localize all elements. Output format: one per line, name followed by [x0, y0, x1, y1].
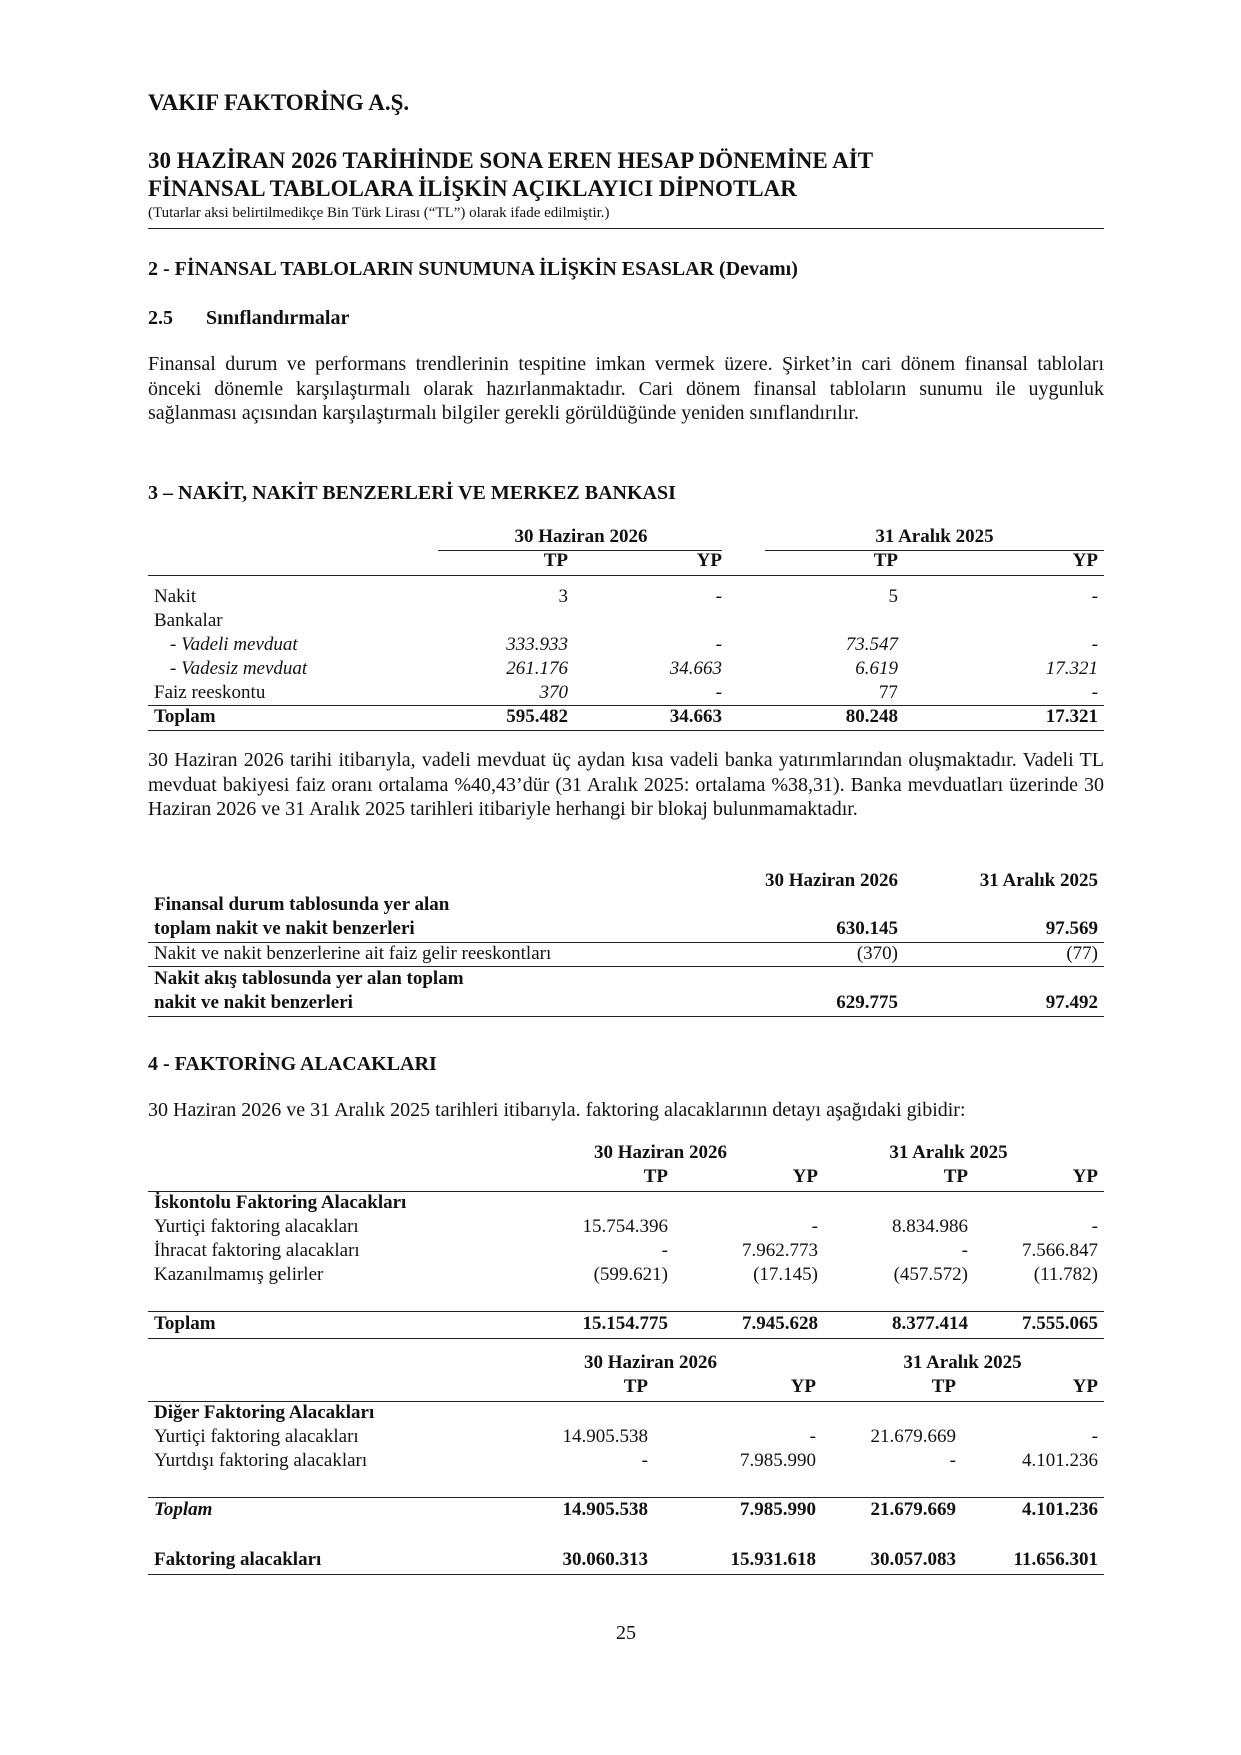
period2-header: 31 Aralık 2025: [875, 526, 994, 547]
period1-header: 30 Haziran 2026: [584, 1352, 717, 1373]
table-row: [148, 586, 1104, 610]
total-rule-top: [148, 1497, 1104, 1498]
cell-value: -: [809, 1426, 816, 1447]
row-rule: [148, 966, 1104, 967]
section3-paragraph: 30 Haziran 2026 tarihi itibarıyla, vadeli mevduat üç aydan kısa vadeli banka yatırımlarından oluşmaktadır. Vadeli TL mevduat bakiyesi faiz oranı ortalama %40,43’dür (31 Aralık 2025: ortalama %38,31). Banka mevduatları üzerinde 30 Haziran 2026 ve 31 Aralık 2025 tarihleri itibariyle herhangi bir blokaj bulunmamaktadır.: [148, 749, 1104, 820]
cell-value: 4.101.236: [1022, 1450, 1098, 1471]
cell-value: 8.834.986: [892, 1216, 968, 1237]
table-row: [148, 682, 1104, 706]
header-divider: [148, 228, 1104, 229]
row-label: Nakit: [154, 586, 197, 607]
cell-value: -: [961, 1240, 968, 1261]
cell-value: 34.663: [669, 658, 722, 679]
cell-value: 7.985.990: [740, 1499, 816, 1520]
row-label: Toplam: [154, 706, 216, 727]
col-tp-2: TP: [943, 1166, 968, 1187]
col-yp-2: YP: [1072, 550, 1098, 571]
total-row: [148, 1313, 1104, 1337]
cell-value: 8.377.414: [892, 1313, 968, 1334]
cell-value: 80.248: [845, 706, 898, 727]
cell-value: 77: [879, 682, 898, 703]
cell-value: -: [1091, 634, 1098, 655]
col-yp-1: YP: [790, 1376, 816, 1397]
cell-value: -: [1091, 1216, 1098, 1237]
cell-value: -: [661, 1240, 668, 1261]
cell-value: 370: [539, 682, 568, 703]
total-rule-bottom: [148, 730, 1104, 731]
row-label: Bankalar: [154, 610, 223, 631]
grand-total-row: [148, 1549, 1104, 1573]
period2-header: 31 Aralık 2025: [889, 1142, 1008, 1163]
row-label: Faiz reeskontu: [154, 682, 266, 703]
row-label: Kazanılmamış gelirler: [154, 1264, 324, 1285]
group-label: İskontolu Faktoring Alacakları: [154, 1192, 407, 1213]
section3-heading: 3 – NAKİT, NAKİT BENZERLERİ VE MERKEZ BANKASI: [148, 482, 676, 504]
row-label: Finansal durum tablosunda yer alan: [154, 894, 450, 915]
table-row: [148, 610, 1104, 634]
cell-value: -: [715, 634, 722, 655]
cell-value: 21.679.669: [870, 1426, 956, 1447]
row-label: toplam nakit ve nakit benzerleri: [154, 918, 415, 939]
cell-value: 333.933: [506, 634, 568, 655]
row-label: İhracat faktoring alacakları: [154, 1240, 360, 1261]
col-yp-2: YP: [1072, 1166, 1098, 1187]
col-tp-2: TP: [873, 550, 898, 571]
table-row: [148, 658, 1104, 682]
cell-value: 4.101.236: [1022, 1499, 1098, 1520]
cell-value: -: [1091, 586, 1098, 607]
cell-value: -: [949, 1450, 956, 1471]
period1-header: 30 Haziran 2026: [765, 870, 898, 891]
row-label: Toplam: [154, 1313, 216, 1334]
cell-value: 97.569: [1045, 918, 1098, 939]
total-row: [148, 706, 1104, 730]
col-tp-1: TP: [643, 1166, 668, 1187]
cell-value: 7.985.990: [740, 1450, 816, 1471]
section2-paragraph: Finansal durum ve performans trendlerinin tespitine imkan vermek üzere. Şirket’in cari dönem finansal tabloları önceki dönemle karşılaştırmalı olarak hazırlanmaktadır. Cari dönem finansal tabloların sunumu ile uygunluk sağlanması açısından karşılaştırmalı bilgiler gerekli görüldüğünde yeniden sınıflandırılır.: [148, 353, 1104, 424]
row-label: Toplam: [154, 1499, 213, 1520]
cell-value: -: [715, 586, 722, 607]
col-tp-1: TP: [623, 1376, 648, 1397]
col-tp-2: TP: [931, 1376, 956, 1397]
cell-value: 6.619: [855, 658, 898, 679]
table-row: [148, 634, 1104, 658]
total-rule-top: [148, 1311, 1104, 1312]
report-subtitle: (Tutarlar aksi belirtilmedikçe Bin Türk Lirası (“TL”) olarak ifade edilmiştir.): [148, 205, 610, 221]
company-name: VAKIF FAKTORİNG A.Ş.: [148, 90, 410, 115]
page-number: 25: [616, 1622, 636, 1644]
section4-intro: 30 Haziran 2026 ve 31 Aralık 2025 tarihleri itibarıyla. faktoring alacaklarının detayı aşağıdaki gibidir:: [148, 1099, 966, 1121]
cell-value: -: [1091, 682, 1098, 703]
cell-value: 5: [888, 586, 898, 607]
period1-header: 30 Haziran 2026: [594, 1142, 727, 1163]
section4-heading: 4 - FAKTORİNG ALACAKLARI: [148, 1053, 437, 1075]
cell-value: 7.555.065: [1022, 1313, 1098, 1334]
row-label: - Vadeli mevduat: [170, 634, 298, 655]
cell-value: 7.945.628: [742, 1313, 818, 1334]
row-label: Yurtdışı faktoring alacakları: [154, 1450, 368, 1471]
cell-value: 7.566.847: [1022, 1240, 1098, 1261]
cell-value: -: [811, 1216, 818, 1237]
cell-value: 630.145: [836, 918, 898, 939]
section2-heading: 2 - FİNANSAL TABLOLARIN SUNUMUNA İLİŞKİN ESASLAR (Devamı): [148, 258, 798, 280]
cell-value: 3: [558, 586, 568, 607]
col-yp-2: YP: [1072, 1376, 1098, 1397]
row-label: Nakit akış tablosunda yer alan toplam: [154, 968, 464, 989]
col-tp-1: TP: [543, 550, 568, 571]
cell-value: 73.547: [845, 634, 898, 655]
report-title-line1: 30 HAZİRAN 2026 TARİHİNDE SONA EREN HESAP DÖNEMİNE AİT: [148, 148, 874, 173]
cell-value: 21.679.669: [870, 1499, 956, 1520]
table-row: [148, 1264, 1104, 1288]
total-rule-bottom: [148, 1338, 1104, 1339]
cell-value: 30.057.083: [870, 1549, 956, 1570]
row-label: - Vadesiz mevduat: [170, 658, 308, 679]
row-rule: [148, 1016, 1104, 1017]
cell-value: 15.931.618: [730, 1549, 816, 1570]
period2-header: 31 Aralık 2025: [979, 870, 1098, 891]
cell-value: (77): [1066, 943, 1098, 964]
table-row: [148, 1450, 1104, 1474]
cell-value: -: [1091, 1426, 1098, 1447]
cell-value: 15.154.775: [582, 1313, 668, 1334]
cell-value: 15.754.396: [582, 1216, 668, 1237]
cell-value: (17.145): [753, 1264, 818, 1285]
row-label: nakit ve nakit benzerleri: [154, 992, 353, 1013]
group-label: Diğer Faktoring Alacakları: [154, 1402, 375, 1423]
cell-value: 97.492: [1045, 992, 1098, 1013]
cell-value: 7.962.773: [742, 1240, 818, 1261]
cell-value: 595.482: [506, 706, 568, 727]
table-row: [148, 1216, 1104, 1240]
cell-value: 14.905.538: [562, 1426, 648, 1447]
table-row: [148, 1240, 1104, 1264]
cell-value: -: [715, 682, 722, 703]
table-row: [148, 1426, 1104, 1450]
row-label: Nakit ve nakit benzerlerine ait faiz gelir reeskontları: [154, 943, 552, 964]
cell-value: 17.321: [1045, 706, 1098, 727]
report-title-line2: FİNANSAL TABLOLARA İLİŞKİN AÇIKLAYICI DİPNOTLAR: [148, 176, 797, 201]
row-label: Faktoring alacakları: [154, 1549, 322, 1570]
cell-value: -: [641, 1450, 648, 1471]
cell-value: (11.782): [1033, 1264, 1098, 1285]
cell-value: 14.905.538: [562, 1499, 648, 1520]
row-label: Yurtiçi faktoring alacakları: [154, 1426, 359, 1447]
cell-value: (370): [856, 943, 898, 964]
row-label: Yurtiçi faktoring alacakları: [154, 1216, 359, 1237]
period2-header: 31 Aralık 2025: [903, 1352, 1022, 1373]
col-yp-1: YP: [792, 1166, 818, 1187]
header-rule: [148, 575, 1104, 576]
cell-value: 629.775: [836, 992, 898, 1013]
col-yp-1: YP: [696, 550, 722, 571]
cell-value: (457.572): [893, 1264, 968, 1285]
total-row: [148, 1499, 1104, 1523]
cell-value: 17.321: [1045, 658, 1098, 679]
cell-value: 11.656.301: [1013, 1549, 1098, 1570]
cell-value: 261.176: [506, 658, 568, 679]
section2-5-number: 2.5: [148, 307, 173, 329]
cell-value: 30.060.313: [562, 1549, 648, 1570]
grand-total-rule: [148, 1574, 1104, 1575]
section2-5-title: Sınıflandırmalar: [206, 307, 350, 329]
cell-value: 34.663: [669, 706, 722, 727]
period1-header: 30 Haziran 2026: [514, 526, 648, 547]
cell-value: (599.621): [593, 1264, 668, 1285]
